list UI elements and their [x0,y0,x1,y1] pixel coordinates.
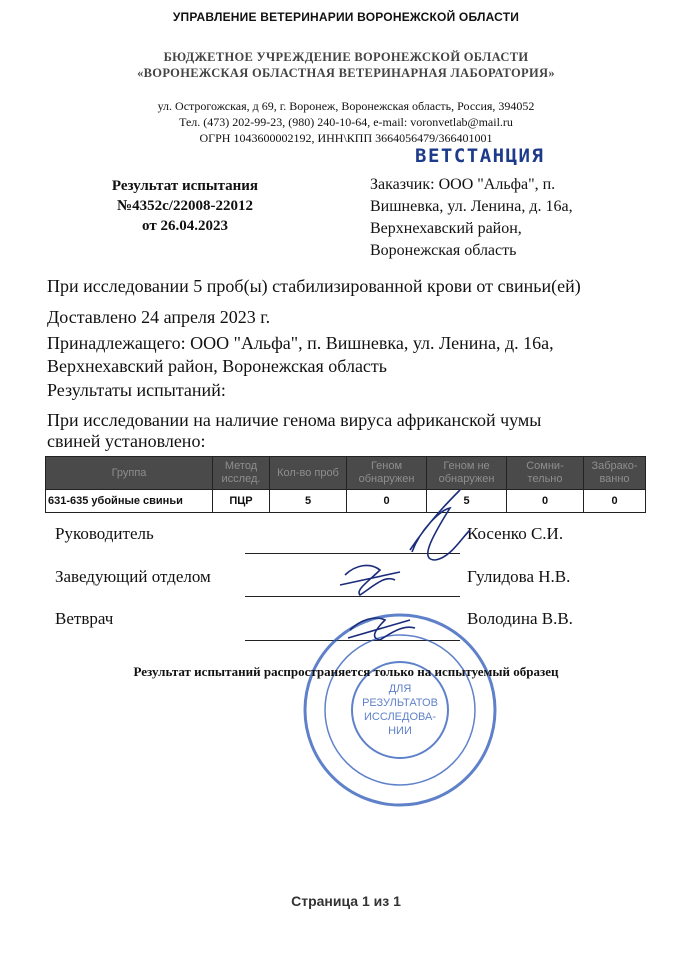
stamp-and-signatures [300,480,660,820]
signature-name: Гулидова Н.В. [467,567,571,586]
delivered-text: Доставлено 24 апреля 2023 г. [47,307,271,327]
result-title: Результат испытания [111,178,259,194]
authority-header: УПРАВЛЕНИЕ ВЕТЕРИНАРИИ ВОРОНЕЖСКОЙ ОБЛАСТИ [172,10,520,24]
signature-role: Ветврач [55,609,114,628]
signature-role: Руководитель [55,524,154,543]
org-address: ул. Острогожская, д 69, г. Воронеж, Воронежская область, Россия, 394052 [157,99,535,113]
owner-text-1: Принадлежащего: ООО "Альфа", п. Вишневка, ул. Ленина, д. 16а, [47,333,554,353]
cell-not-detected: 5 [427,490,507,513]
customer-line: Верхнехавский район, [370,220,522,237]
cell-doubtful: 0 [507,490,584,513]
signature-name: Володина В.В. [467,609,573,628]
customer-line: Воронежская область [370,242,517,259]
vetstation-stamp: ВЕТСТАНЦИЯ [415,145,545,167]
page-number: Страница 1 из 1 [291,893,401,909]
result-number: №4352с/22008-22012 [117,198,253,214]
org-name-line2: «ВОРОНЕЖСКАЯ ОБЛАСТНАЯ ВЕТЕРИНАРНАЯ ЛАБОРАТОРИЯ» [137,66,555,80]
col-detected: Геном обнаружен [347,457,427,490]
customer-line: Вишневка, ул. Ленина, д. 16а, [370,198,573,215]
cell-group: 631-635 убойные свиньи [46,490,213,513]
cell-detected: 0 [347,490,427,513]
samples-text: При исследовании 5 проб(ы) стабилизированной крови от свиньи(ей) [47,276,581,296]
customer-block [370,174,650,262]
customer-line: Заказчик: ООО "Альфа", п. [370,176,556,193]
svg-text:РЕЗУЛЬТАТОВ: РЕЗУЛЬТАТОВ [362,697,438,709]
col-not-detected: Геном не обнаружен [427,457,507,490]
svg-text:ИССЛЕДОВА-: ИССЛЕДОВА- [364,711,436,723]
cell-method: ПЦР [213,490,270,513]
signature-role: Заведующий отделом [55,567,211,586]
col-count: Кол-во проб [270,457,347,490]
result-block [75,176,295,236]
findings-text-2: свиней установлено: [47,431,206,451]
result-date: от 26.04.2023 [142,218,228,234]
org-name-line1: БЮДЖЕТНОЕ УЧРЕЖДЕНИЕ ВОРОНЕЖСКОЙ ОБЛАСТИ [163,50,529,64]
org-contacts: Тел. (473) 202-99-23, (980) 240-10-64, e-mail: voronvetlab@mail.ru [179,115,513,129]
owner-text-2: Верхнехавский район, Воронежская область [47,356,387,376]
col-rejected: Забрако-ванно [584,457,646,490]
cell-rejected: 0 [584,490,646,513]
validity-note: Результат испытаний распространяется только на испытуемый образец [133,664,559,679]
col-doubtful: Сомни-тельно [507,457,584,490]
col-group: Группа [46,457,213,490]
cell-count: 5 [270,490,347,513]
findings-text-1: При исследовании на наличие генома вируса африканской чумы [47,410,542,430]
svg-text:ДЛЯ: ДЛЯ [388,683,412,695]
handwritten-signatures [340,490,470,640]
results-heading: Результаты испытаний: [47,380,226,400]
org-ids: ОГРН 1043600002192, ИНН\КПП 3664056479/366401001 [199,131,493,145]
official-stamp [305,615,495,805]
svg-text:НИИ: НИИ [388,725,412,737]
col-method: Метод исслед. [213,457,270,490]
signature-name: Косенко С.И. [467,524,564,543]
